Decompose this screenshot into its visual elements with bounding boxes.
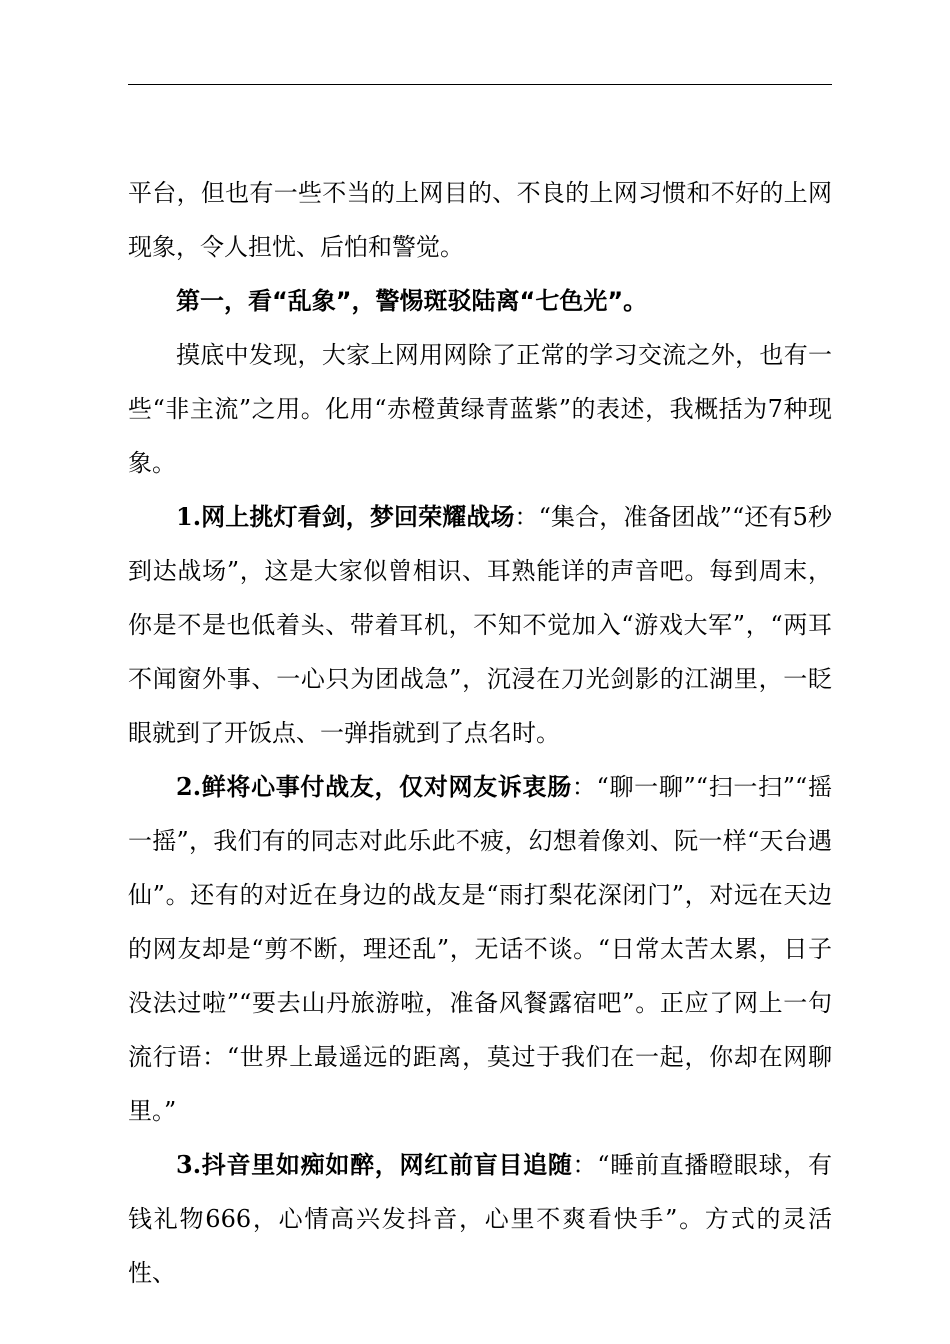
- paragraph-text: 摸底中发现，大家上网用网除了正常的学习交流之外，也有一些“非主流”之用。化用“赤橙黄绿青蓝紫”的表述，我概括为7种现象。: [128, 341, 832, 477]
- paragraph-text: ：“集合，准备团战”“还有5秒到达战场”，这是大家似曾相识、耳熟能详的声音吧。每到周末，你是不是也低着头、带着耳机，不知不觉加入“游戏大军”，“两耳不闻窗外事、一心只为团战急”，沉浸在刀光剑影的江湖里，一眨眼就到了开饭点、一弹指就到了点名时。: [128, 503, 833, 747]
- item-lead: 2.鲜将心事付战友，仅对网友诉衷肠: [176, 772, 572, 801]
- paragraph-text: ：“聊一聊”“扫一扫”“摇一摇”，我们有的同志对此乐此不疲，幻想着像刘、阮一样“天台遇仙”。还有的对近在身边的战友是“雨打梨花深闭门”，对远在天边的网友却是“剪不断，理还乱”，无话不谈。“日常太苦太累，日子没法过啦”“要去山丹旅游啦，准备风餐露宿吧”。正应了网上一句流行语：“世界上最遥远的距离，莫过于我们在一起，你却在网聊里。”: [128, 773, 832, 1125]
- header-rule: [128, 84, 832, 85]
- paragraph-item-1: [128, 490, 832, 760]
- item-lead: 3.抖音里如痴如醉，网红前盲目追随: [176, 1150, 573, 1179]
- item-lead: 1.网上挑灯看剑，梦回荣耀战场: [176, 502, 515, 531]
- paragraph-item-3: [128, 1138, 832, 1300]
- document-body: [128, 166, 832, 1300]
- section-heading: [128, 274, 832, 328]
- section-heading-text: 第一，看“乱象”，警惕斑驳陆离“七色光”。: [176, 287, 648, 315]
- paragraph-text: ：“睡前直播瞪眼球，有钱礼物666，心情高兴发抖音，心里不爽看快手”。方式的灵活性、: [128, 1151, 832, 1287]
- paragraph-continued: [128, 166, 832, 274]
- paragraph-item-2: [128, 760, 832, 1138]
- paragraph-intro: [128, 328, 832, 490]
- paragraph-text: 平台，但也有一些不当的上网目的、不良的上网习惯和不好的上网现象，令人担忧、后怕和警觉。: [128, 179, 832, 261]
